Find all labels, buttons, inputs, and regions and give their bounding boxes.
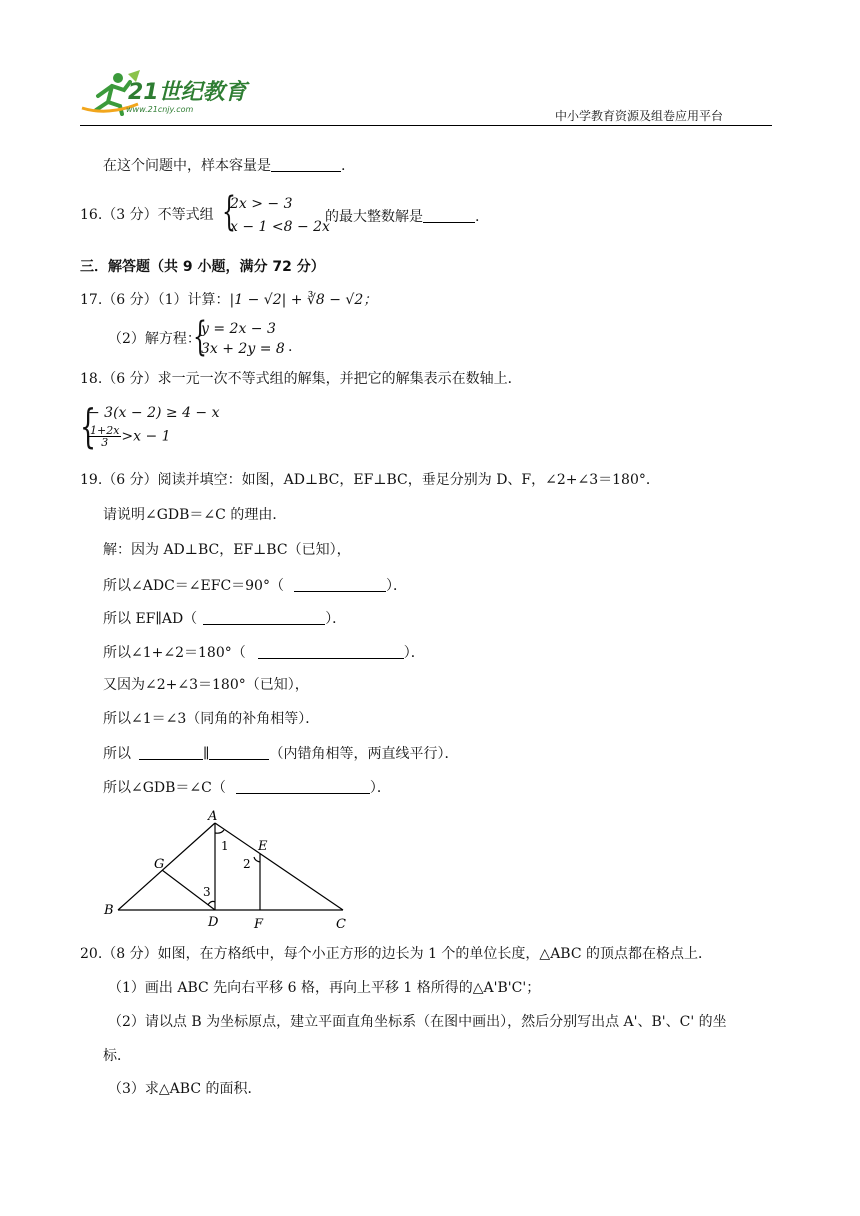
q17-expression: |1 − √2| + ∛8 − √2； [229, 292, 378, 308]
q19-line-6: 又因为∠2+∠3＝180°（已知）， [103, 677, 309, 693]
label-a: A [208, 809, 218, 824]
q16-brace: { [222, 189, 236, 235]
q18-brace: { [80, 399, 97, 453]
q19-line-9: 所以∠GDB＝∠C（ ）． [103, 780, 391, 796]
geometry-figure [100, 806, 360, 932]
angle-1-arc [215, 830, 224, 833]
q18-ineq-2: $\frac{1+2x}{3}$ >x − 1 [90, 424, 171, 449]
q19-line-4: 所以 EF∥AD（ ）． [103, 611, 347, 627]
q19-blank-3[interactable] [258, 644, 404, 659]
q19-blank-5[interactable] [209, 745, 269, 760]
logo-url: www.21cnjy.com [126, 105, 194, 114]
logo-text: 21世纪教育 [128, 80, 247, 105]
q19-intro: 19.（6 分）阅读并填空：如图，AD⊥BC，EF⊥BC，垂足分别为 D、F，∠2+∠3＝180°． [80, 472, 660, 488]
q15-answer-blank[interactable] [271, 157, 341, 172]
q17-eq-2: 3x + 2y = 8 [201, 341, 285, 357]
label-d: D [208, 915, 219, 930]
q15-text: 在这个问题中，样本容量是 [103, 158, 271, 174]
platform-name: 中小学教育资源及组卷应用平台 [555, 109, 724, 123]
angle-2-arc [254, 857, 260, 862]
q15-line: 在这个问题中，样本容量是 . [103, 158, 346, 174]
q20-part-1: （1）画出 ABC 先向右平移 6 格，再向上平移 1 格所得的△A'B'C'； [108, 980, 541, 996]
q17-brace: { [193, 314, 207, 360]
label-angle-3: 3 [203, 885, 211, 899]
label-e: E [258, 839, 268, 854]
label-g: G [154, 857, 165, 872]
angle-3-arc [208, 901, 215, 905]
q19-blank-4[interactable] [139, 745, 203, 760]
q20-part-2-cont: 标． [103, 1048, 131, 1064]
q17-part1: 17.（6 分）（1）计算：|1 − √2| + ∛8 − √2； [80, 292, 378, 308]
label-c: C [336, 917, 346, 932]
q19-line-7: 所以∠1＝∠3（同角的补角相等）． [103, 711, 320, 727]
q19-line-3: 所以∠ADC＝∠EFC＝90°（ ）． [103, 578, 407, 594]
section-3-title: 三．解答题（共 9 小题，满分 72 分） [80, 259, 325, 275]
q19-blank-6[interactable] [236, 779, 370, 794]
segment-ac [215, 823, 343, 910]
q16-answer-blank[interactable] [423, 208, 475, 223]
q17-part2-prefix: （2）解方程： [108, 331, 201, 347]
site-logo [78, 68, 258, 120]
q19-blank-2[interactable] [203, 610, 325, 625]
q16-ineq-1: 2x > − 3 [230, 196, 293, 212]
label-angle-2: 2 [243, 857, 251, 871]
q18-ineq-1: − 3(x − 2) ≥ 4 − x [88, 405, 220, 421]
q19-line-1: 请说明∠GDB＝∠C 的理由． [103, 507, 287, 523]
q18-text: 18.（6 分）求一元一次不等式组的解集，并把它的解集表示在数轴上． [80, 371, 522, 387]
q16-ineq-2: x − 1 <8 − 2x [230, 219, 330, 235]
q16-suffix-line: 的最大整数解是 . [325, 209, 480, 225]
segment-ab [118, 823, 215, 910]
q19-blank-1[interactable] [294, 577, 386, 592]
q19-line-2: 解：因为 AD⊥BC，EF⊥BC（已知）， [103, 542, 351, 558]
q16-prefix: 16.（3 分）不等式组 [80, 207, 214, 223]
label-f: F [254, 917, 264, 932]
label-angle-1: 1 [221, 839, 229, 853]
q20-intro: 20.（8 分）如图，在方格纸中，每个小正方形的边长为 1 个的单位长度，△ABC 的顶点都在格点上． [80, 946, 713, 962]
q19-line-5: 所以∠1+∠2＝180°（ ）． [103, 645, 425, 661]
q20-part-3: （3）求△ABC 的面积． [108, 1081, 262, 1097]
q20-part-2: （2）请以点 B 为坐标原点，建立平面直角坐标系（在图中画出），然后分别写出点 A'、B'、C' 的坐 [108, 1014, 727, 1030]
label-b: B [104, 903, 114, 918]
q17-eq-1: y = 2x − 3 [201, 321, 276, 337]
q18-fraction: $\frac{1+2x}{3}$ [90, 424, 120, 449]
q19-line-8: 所以 ∥ （内错角相等，两直线平行）． [103, 746, 459, 762]
header-rule [80, 125, 772, 126]
